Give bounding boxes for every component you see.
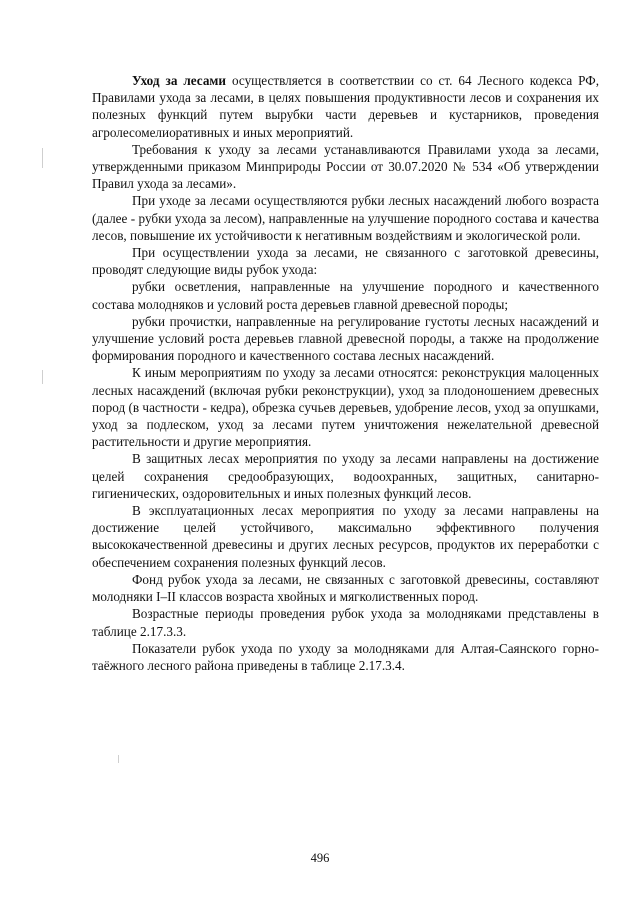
scan-mark (42, 148, 43, 168)
paragraph-4: При осуществлении ухода за лесами, не связанного с заготовкой древесины, проводят следующие виды рубок ухода: (92, 245, 599, 278)
paragraph-text: осуществляется в соответствии со ст. 64 Лесного кодекса РФ, Правилами ухода за лесами, в целях повышения продуктивности лесов и сохранения их полезных функций путем вырубки части деревьев и кустарников, проведения агролесомелиоративных и иных мероприятий. (92, 73, 599, 140)
scan-mark (42, 370, 43, 384)
paragraph-10: Фонд рубок ухода за лесами, не связанных с заготовкой древесины, составляют молодняки I–II классов возраста хвойных и мягколиственных пород. (92, 571, 599, 605)
paragraph-12: Показатели рубок ухода по уходу за молодняками для Алтая-Саянского горно-таёжного лесного района приведены в таблице 2.17.3.4. (92, 640, 599, 673)
body-text (92, 72, 599, 674)
paragraph-3: При уходе за лесами осуществляются рубки лесных насаждений любого возраста (далее - рубки ухода за лесом), направленные на улучшение породного состава и качества лесов, повышение их устойчивости к негативным воздействиям и экологической роли. (92, 193, 599, 243)
paragraph-11: Возрастные периоды проведения рубок ухода за молодняками представлены в таблице 2.17.3.3. (92, 606, 599, 639)
page-number: 496 (310, 851, 330, 865)
paragraph-8: В защитных лесах мероприятия по уходу за лесами направлены на достижение целей сохранения средообразующих, водоохранных, защитных, санитарно-гигиенических, оздоровительных и иных полезных функций лесов. (92, 451, 599, 501)
paragraph-6: рубки прочистки, направленные на регулирование густоты лесных насаждений и улучшение условий роста деревьев главной древесной породы, а также на продолжение формирования породного и качественного состава лесных насаждений. (92, 313, 599, 364)
paragraph-9: В эксплуатационных лесах мероприятия по уходу за лесами направлены на достижение целей устойчивого, максимально эффективного получения высококачественной древесины и других лесных ресурсов, продуктов их переработки с обеспечением сохранения полезных функций лесов. (92, 503, 599, 570)
paragraph-1 (92, 72, 599, 141)
paragraph-7: К иным мероприятиям по уходу за лесами относятся: реконструкция малоценных лесных насаждений (включая рубки реконструкции), уход за плодоношением древесных пород (в частности - кедра), обрезка сучьев деревьев, удобрение лесов, уход за опушками, уход за подлеском, уход за лесами путем уничтожения нежелательной древесной растительности и другие мероприятия. (92, 365, 599, 450)
paragraph-5: рубки осветления, направленные на улучшение породного и качественного состава молодняков и условий роста деревьев главной древесной породы; (92, 279, 599, 312)
scan-mark (118, 755, 119, 763)
bold-term: Уход за лесами (132, 73, 226, 88)
paragraph-2: Требования к уходу за лесами устанавливаются Правилами ухода за лесами, утвержденными приказом Минприроды России от 30.07.2020 № 534 «Об утверждении Правил ухода за лесами». (92, 141, 599, 192)
